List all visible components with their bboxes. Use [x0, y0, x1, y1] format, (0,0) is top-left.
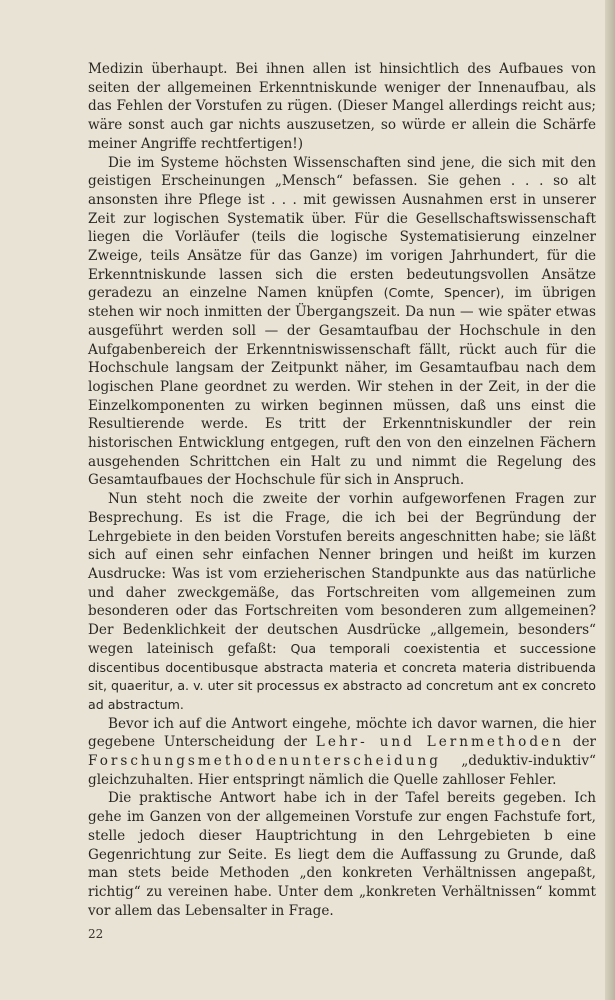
paragraph	[88, 154, 596, 491]
text-run: Die praktische Antwort habe ich in der Tafel bereits gegeben. Ich gehe im Ganzen von der allgemeinen Vorstufe zur engen Fachstufe fort, stelle jedoch dieser Hauptrichtung in den Lehrgebieten b eine Gegenrichtung zur Seite. Es liegt dem die Auffassung zu Grunde, daß man stets beide Methoden „den konkreten Verhältnissen angepaßt, richtig“ zu vereinen habe. Unter dem „konkreten Verhältnissen“ kommt vor allem das Lebensalter in Frage.	[88, 790, 596, 919]
paragraph	[88, 789, 596, 920]
latin-text: (Comte, Spencer),	[383, 285, 505, 301]
spaced-text: Forschungsmethodenunterscheidung	[88, 753, 441, 770]
page-edge-shadow	[605, 0, 615, 1000]
latin-text: Qua temporali coexistentia et successione discentibus docentibusque abstracta materia et concreta materia distribuenda sit, quaeritur, a. v. uter sit processus ex abstracto ad concretum ant ex concreto ad abstractum.	[88, 640, 597, 712]
text-run: im übrigen stehen wir noch inmitten der Übergangszeit. Da nun — wie später etwas ausgeführt werden soll — der Gesamtaufbau der Hochschule in den Aufgabenbereich der Erkenntniswissenschaft fällt, rückt auch für die Hochschule langsam der Zeitpunkt näher, im Gesamtaufbau nach dem logischen Plane geordnet zu werden. Wir stehen in der Zeit, in der die Einzelkomponenten zu wirken beginnen müssen, daß uns einst die Resultierende werde. Es tritt der Erkenntniskundler der rein historischen Entwicklung entgegen, ruft den von den einzelnen Fächern ausgehenden Schrittchen ein Halt zu und nimmt die Regelung des Gesamtaufbaues der Hochschule für sich in Anspruch.	[88, 285, 596, 489]
text-run: Die im Systeme höchsten Wissenschaften sind jene, die sich mit den geistigen Erscheinungen „Mensch“ befassen. Sie gehen . . . so alt ansonsten ihre Pflege ist . . . mit gewissen Ausnahmen erst in unserer Zeit zur logischen Systematik über. Für die Gesellschaftswissenschaft liegen die Vorläufer (teils die logische Systematisierung einzelner Zweige, teils Ansätze für das Ganze) im vorigen Jahrhundert, für die Erkenntniskunde lassen sich die ersten bedeutungsvollen Ansätze geradezu an einzelne Namen knüpfen	[88, 154, 596, 302]
page-number: 22	[88, 927, 104, 941]
paragraph	[88, 490, 596, 714]
spaced-text: Lehr- und Lernmethoden	[315, 734, 564, 751]
paragraph	[88, 60, 596, 154]
text-run: Nun steht noch die zweite der vorhin aufgeworfenen Fragen zur Besprechung. Es ist die Frage, die ich bei der Begründung der Lehrgebiete in den beiden Vorstufen bereits angeschnitten habe; sie läßt sich auf einen sehr einfachen Nenner bringen und heißt im kurzen Ausdrucke: Was ist vom erzieherischen Standpunkte aus das natürliche und daher zweckgemäße, das Fortschreiten vom allgemeinen zum besonderen oder das Fortschreiten vom besonderen zum allgemeinen? Der Bedenklichkeit der deutschen Ausdrücke „allgemein, besonders“ wegen lateinisch gefaßt:	[88, 491, 596, 657]
text-run: Medizin überhaupt. Bei ihnen allen ist hinsichtlich des Aufbaues von seiten der allgemeinen Erkenntniskunde weniger der Innenaufbau, als das Fehlen der Vorstufen zu rügen. (Dieser Mangel allerdings reicht aus; wäre sonst auch gar nichts auszusetzen, so würde er allein die Schärfe meiner Angriffe rechtfertigen!)	[88, 61, 596, 152]
text-run: Bevor ich auf die Antwort eingehe, möchte ich davor warnen, die hier gegebene Unterscheidung der	[88, 715, 596, 751]
body-text	[88, 60, 596, 920]
text-run: „deduktiv-induktiv“ gleichzuhalten. Hier entspringt nämlich die Quelle zahlloser Fehler.	[88, 753, 596, 788]
paragraph	[88, 715, 596, 790]
text-run: der	[563, 734, 596, 751]
